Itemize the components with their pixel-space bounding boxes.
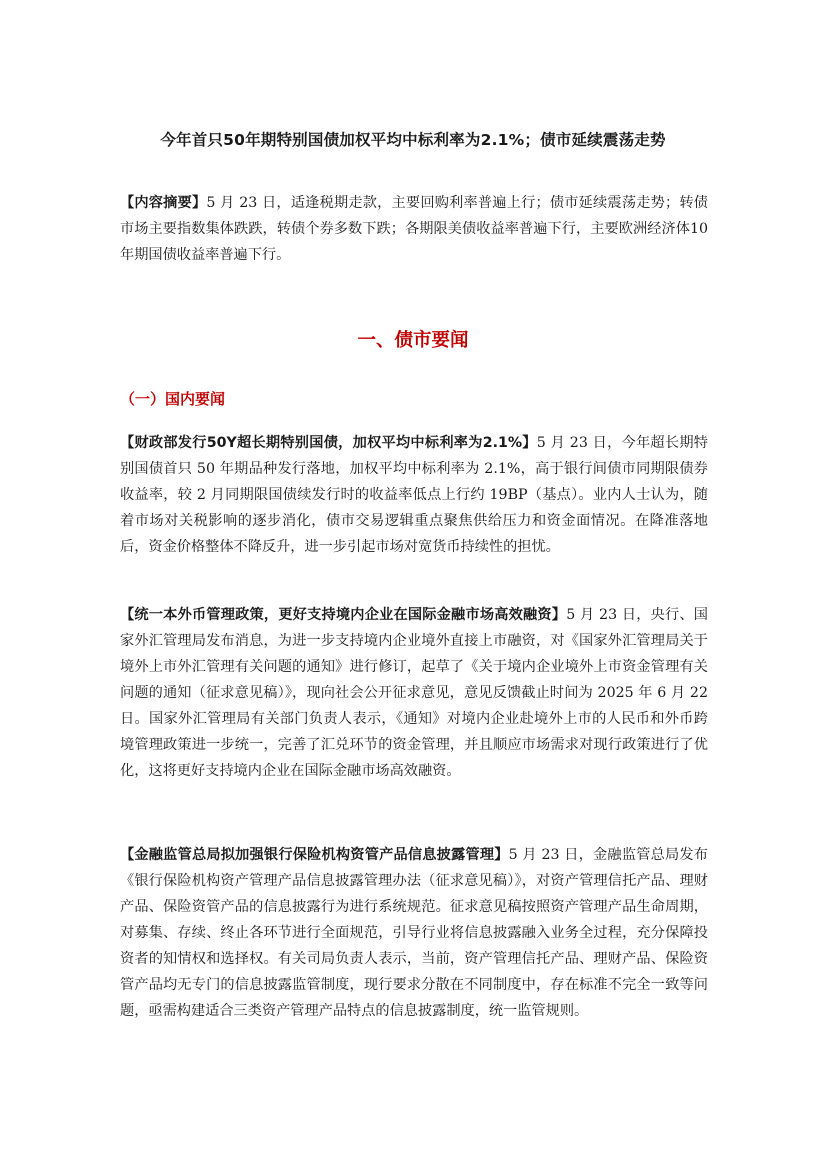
subsection-heading: （一）国内要闻 xyxy=(120,390,226,408)
news-body: 5 月 23 日，今年超长期特别国债首只 50 年期品种发行落地，加权平均中标利率为 2.1%，高于银行间债市同期限债券收益率，较 2 月同期限国债续发行时的收益率低点上行约 19BP（基点）。业内人士认为，随着市场对关税影响的逐步消化，债市交易逻辑重点聚焦供给压力和资金面情况。在降准落地后，资金价格整体不降反升，进一步引起市场对宽货币持续性的担忧。 xyxy=(120,435,708,555)
summary-text: 5 月 23 日，适逢税期走款，主要回购利率普遍上行；债市延续震荡走势；转债市场主要指数集体跌跌，转债个券多数下跌；各期限美债收益率普遍下行，主要欧洲经济体10年期国债收益率普遍下行。 xyxy=(120,195,708,263)
summary-paragraph xyxy=(120,190,708,268)
news-headline: 【财政部发行50Y超长期特别国债，加权平均中标利率为2.1%】 xyxy=(120,435,537,451)
news-item xyxy=(120,430,708,560)
news-body: 5 月 23 日，央行、国家外汇管理局发布消息，为进一步支持境内企业境外直接上市融资，对《国家外汇管理局关于境外上市外汇管理有关问题的通知》进行修订，起草了《关于境内企业境外上市资金管理有关问题的通知（征求意见稿）》，现向社会公开征求意见，意见反馈截止时间为 2025 年 6 月 22 日。国家外汇管理局有关部门负责人表示，《通知》对境内企业赴境外上市的人民币和外币跨境管理政策进一步统一，完善了汇兑环节的资金管理，并且顺应市场需求对现行政策进行了优化，这将更好支持境内企业在国际金融市场高效融资。 xyxy=(120,607,708,779)
report-title: 今年首只50年期特别国债加权平均中标利率为2.1%；债市延续震荡走势 xyxy=(160,131,666,149)
section-heading: 一、债市要闻 xyxy=(357,330,469,351)
summary-label: 【内容摘要】 xyxy=(120,195,207,211)
news-item xyxy=(120,842,708,1024)
news-body: 5 月 23 日，金融监管总局发布《银行保险机构资产管理产品信息披露管理办法（征求意见稿）》，对资产管理信托产品、理财产品、保险资管产品的信息披露行为进行系统规范。征求意见稿按照资产管理产品生命周期，对募集、存续、终止各环节进行全面规范，引导行业将信息披露融入业务全过程，充分保障投资者的知情权和选择权。有关司局负责人表示，当前，资产管理信托产品、理财产品、保险资管产品均无专门的信息披露监管制度，现行要求分散在不同制度中，存在标准不完全一致等问题，亟需构建适合三类资产管理产品特点的信息披露制度，统一监管规则。 xyxy=(120,847,708,1019)
news-headline: 【金融监管总局拟加强银行保险机构资管产品信息披露管理】 xyxy=(120,847,509,863)
news-headline: 【统一本外币管理政策，更好支持境内企业在国际金融市场高效融资】 xyxy=(120,607,567,623)
news-item xyxy=(120,602,708,784)
